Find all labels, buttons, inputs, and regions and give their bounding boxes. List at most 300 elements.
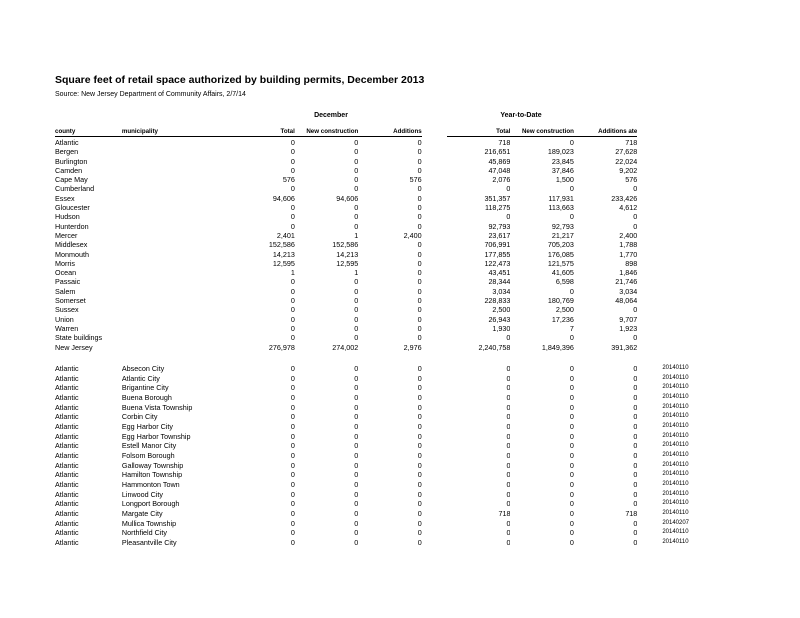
ytd-new-construction-cell: 92,793	[551, 221, 574, 231]
ytd-additions-cell: 391,362	[611, 342, 638, 352]
dec-additions-cell: 0	[417, 383, 422, 393]
county-cell: Atlantic	[55, 489, 79, 499]
date-code-cell: 20140110	[662, 374, 689, 381]
dec-total-cell: 0	[290, 489, 295, 499]
table-row	[55, 231, 695, 240]
county-cell: Atlantic	[55, 431, 79, 441]
dec-total-cell: 0	[290, 165, 295, 175]
table-row	[55, 277, 695, 286]
dec-additions-cell: 2,976	[403, 342, 422, 352]
col-header-county: county	[55, 127, 122, 137]
table-row	[55, 403, 695, 413]
column-gap	[637, 268, 695, 277]
dec-additions-cell: 0	[417, 431, 422, 441]
date-code-cell: 20140110	[662, 471, 689, 478]
table-row	[55, 461, 695, 471]
dec-additions-cell: 0	[417, 156, 422, 166]
column-gap	[422, 461, 447, 471]
dec-additions-cell: 0	[417, 305, 422, 315]
municipality-cell: Egg Harbor Township	[121, 431, 191, 441]
table-row	[55, 509, 695, 519]
dec-new-construction-cell: 0	[354, 412, 359, 422]
county-name-cell: Gloucester	[55, 203, 90, 213]
municipality-cell: Margate City	[121, 508, 163, 518]
table-row	[55, 499, 695, 509]
group-header-year-to-date: Year-to-Date	[500, 112, 542, 119]
column-gap	[637, 212, 695, 221]
dec-new-construction-cell: 0	[354, 286, 359, 296]
dec-total-cell: 0	[290, 392, 295, 402]
column-gap	[422, 403, 447, 413]
table-row	[55, 343, 695, 352]
column-gap	[422, 184, 447, 193]
column-gap	[422, 412, 447, 422]
dec-new-construction-cell: 1	[354, 268, 359, 278]
ytd-additions-cell: 0	[633, 392, 638, 402]
municipality-cell: Egg Harbor City	[121, 421, 174, 431]
column-gap	[422, 364, 447, 374]
ytd-additions-cell: 898	[625, 258, 638, 268]
ytd-total-cell: 228,833	[484, 296, 511, 306]
ytd-new-construction-cell: 37,846	[551, 165, 574, 175]
county-cell: Atlantic	[55, 441, 79, 451]
county-name-cell: Camden	[55, 165, 83, 175]
table-row	[55, 315, 695, 324]
col-header-dec-additions: Additions	[358, 127, 421, 137]
dec-total-cell: 276,978	[268, 342, 295, 352]
dec-additions-cell: 0	[417, 296, 422, 306]
ytd-additions-cell: 0	[633, 489, 638, 499]
date-code-cell: 20140110	[662, 480, 689, 487]
ytd-new-construction-cell: 1,500	[555, 175, 574, 185]
ytd-additions-cell: 0	[633, 431, 638, 441]
ytd-additions-cell: 0	[633, 479, 638, 489]
column-gap	[422, 374, 447, 384]
ytd-additions-cell: 48,064	[615, 296, 638, 306]
col-header-ytd-new-construction: New construction	[510, 127, 573, 137]
county-name-cell: Monmouth	[55, 249, 89, 259]
column-gap	[637, 194, 695, 203]
date-code-cell: 20140110	[662, 413, 689, 420]
dec-new-construction-cell: 0	[354, 333, 359, 343]
dec-additions-cell: 0	[417, 249, 422, 259]
dec-additions-cell: 0	[417, 373, 422, 383]
county-name-cell: Middlesex	[55, 240, 88, 250]
table-row	[55, 538, 695, 548]
municipality-cell: Buena Vista Township	[121, 402, 193, 412]
date-code-cell: 20140110	[662, 509, 689, 516]
dec-total-cell: 0	[290, 528, 295, 538]
dec-new-construction-cell: 0	[354, 508, 359, 518]
col-header-ytd-total: Total	[447, 127, 510, 137]
dec-total-cell: 0	[290, 479, 295, 489]
ytd-total-cell: 0	[506, 212, 511, 222]
ytd-total-cell: 0	[506, 402, 511, 412]
municipality-cell: Hamilton Township	[121, 470, 183, 480]
ytd-new-construction-cell: 117,931	[548, 193, 574, 203]
ytd-additions-cell: 0	[633, 441, 638, 451]
column-gap	[422, 194, 447, 203]
column-gap	[637, 343, 695, 352]
dec-new-construction-cell: 0	[354, 212, 359, 222]
municipality-cell: Mullica Township	[121, 518, 177, 528]
dec-additions-cell: 0	[417, 268, 422, 278]
column-gap	[422, 157, 447, 166]
dec-additions-cell: 0	[417, 441, 422, 451]
municipality-cell: Linwood City	[121, 489, 164, 499]
column-gap	[637, 157, 695, 166]
dec-new-construction-cell: 0	[354, 165, 359, 175]
dec-additions-cell: 0	[417, 402, 422, 412]
ytd-additions-cell: 0	[633, 537, 638, 547]
ytd-new-construction-cell: 113,663	[548, 203, 574, 213]
date-code-cell: 20140110	[662, 403, 689, 410]
dec-total-cell: 0	[290, 314, 295, 324]
dec-new-construction-cell: 0	[354, 175, 359, 185]
dec-additions-cell: 0	[417, 421, 422, 431]
county-cell: Atlantic	[55, 479, 79, 489]
table-row	[55, 480, 695, 490]
ytd-additions-cell: 233,426	[611, 193, 638, 203]
column-gap	[422, 519, 447, 529]
ytd-new-construction-cell: 0	[569, 392, 574, 402]
table-row	[55, 287, 695, 296]
ytd-additions-cell: 3,034	[619, 286, 638, 296]
dec-new-construction-cell: 0	[354, 528, 359, 538]
ytd-new-construction-cell: 176,085	[547, 249, 574, 259]
ytd-new-construction-cell: 189,023	[547, 147, 574, 157]
column-gap	[422, 528, 447, 538]
dec-total-cell: 0	[290, 212, 295, 222]
county-name-cell: Union	[55, 314, 74, 324]
ytd-new-construction-cell: 0	[569, 460, 574, 470]
dec-new-construction-cell: 0	[354, 518, 359, 528]
county-name-cell: Mercer	[55, 230, 78, 240]
ytd-total-cell: 718	[498, 508, 511, 518]
column-gap	[422, 231, 447, 240]
dec-total-cell: 0	[290, 537, 295, 547]
municipality-cell: Atlantic City	[121, 373, 160, 383]
ytd-additions-cell: 0	[633, 421, 638, 431]
column-gap	[422, 222, 447, 231]
ytd-total-cell: 92,793	[488, 221, 511, 231]
column-gap	[637, 324, 695, 333]
municipality-cell: Longport Borough	[121, 499, 180, 509]
dec-total-cell: 0	[290, 383, 295, 393]
county-cell: Atlantic	[55, 537, 79, 547]
ytd-total-cell: 1,930	[492, 323, 511, 333]
municipality-table	[55, 364, 695, 547]
ytd-total-cell: 0	[506, 421, 511, 431]
table-row	[55, 157, 695, 166]
table-row	[55, 203, 695, 212]
dec-new-construction-cell: 0	[354, 460, 359, 470]
dec-total-cell: 0	[290, 277, 295, 287]
dec-additions-cell: 0	[417, 184, 422, 194]
municipality-cell: Pleasantville City	[121, 537, 177, 547]
municipality-cell: Northfield City	[121, 528, 168, 538]
county-name-cell: Passaic	[55, 277, 81, 287]
county-name-cell: Salem	[55, 286, 76, 296]
table-row	[55, 184, 695, 193]
ytd-new-construction-cell: 0	[569, 537, 574, 547]
column-header-table	[55, 127, 695, 137]
ytd-new-construction-cell: 0	[569, 518, 574, 528]
date-code-cell: 20140110	[662, 442, 689, 449]
col-gap	[422, 127, 447, 137]
dec-new-construction-cell: 0	[354, 383, 359, 393]
county-cell: Atlantic	[55, 508, 79, 518]
dec-additions-cell: 2,400	[403, 230, 422, 240]
ytd-new-construction-cell: 1,849,396	[541, 342, 574, 352]
municipality-cell: Estell Manor City	[121, 441, 177, 451]
ytd-additions-cell: 0	[633, 528, 638, 538]
dec-total-cell: 0	[290, 499, 295, 509]
column-gap	[637, 184, 695, 193]
dec-new-construction-cell: 0	[354, 323, 359, 333]
county-name-cell: Bergen	[55, 147, 79, 157]
column-gap	[422, 305, 447, 314]
ytd-total-cell: 0	[506, 450, 511, 460]
column-gap	[637, 296, 695, 305]
ytd-total-cell: 177,855	[484, 249, 511, 259]
dec-total-cell: 0	[290, 138, 295, 147]
ytd-total-cell: 0	[506, 479, 511, 489]
county-name-cell: Somerset	[55, 296, 86, 306]
table-row	[55, 166, 695, 175]
ytd-additions-cell: 576	[625, 175, 638, 185]
ytd-total-cell: 0	[506, 528, 511, 538]
ytd-new-construction-cell: 7	[569, 323, 574, 333]
ytd-additions-cell: 0	[633, 470, 638, 480]
dec-new-construction-cell: 0	[354, 305, 359, 315]
column-gap	[422, 333, 447, 342]
ytd-total-cell: 0	[506, 431, 511, 441]
dec-additions-cell: 0	[417, 412, 422, 422]
ytd-total-cell: 0	[506, 333, 511, 343]
column-gap	[422, 499, 447, 509]
ytd-additions-cell: 0	[633, 450, 638, 460]
dec-total-cell: 0	[290, 221, 295, 231]
dec-total-cell: 0	[290, 460, 295, 470]
dec-new-construction-cell: 274,002	[332, 342, 359, 352]
ytd-total-cell: 0	[506, 412, 511, 422]
dec-additions-cell: 0	[417, 460, 422, 470]
ytd-total-cell: 0	[506, 373, 511, 383]
col-header-municipality: municipality	[122, 127, 232, 137]
ytd-additions-cell: 0	[633, 383, 638, 393]
county-cell: Atlantic	[55, 460, 79, 470]
column-gap	[422, 203, 447, 212]
county-cell: Atlantic	[55, 402, 79, 412]
dec-new-construction-cell: 0	[354, 489, 359, 499]
dec-additions-cell: 0	[417, 392, 422, 402]
dec-additions-cell: 0	[417, 147, 422, 157]
col-gap	[637, 127, 695, 137]
dec-new-construction-cell: 0	[354, 470, 359, 480]
ytd-additions-cell: 0	[633, 460, 638, 470]
ytd-new-construction-cell: 0	[569, 383, 574, 393]
column-gap	[422, 287, 447, 296]
ytd-total-cell: 718	[498, 138, 511, 147]
ytd-new-construction-cell: 0	[569, 479, 574, 489]
dec-additions-cell: 0	[417, 537, 422, 547]
ytd-total-cell: 2,500	[492, 305, 511, 315]
dec-additions-cell: 0	[417, 193, 422, 203]
ytd-new-construction-cell: 0	[569, 508, 574, 518]
dec-additions-cell: 0	[417, 138, 422, 147]
table-row	[55, 324, 695, 333]
ytd-total-cell: 0	[506, 392, 511, 402]
col-header-dec-total: Total	[231, 127, 294, 137]
dec-total-cell: 0	[290, 518, 295, 528]
column-gap	[422, 315, 447, 324]
ytd-new-construction-cell: 0	[569, 499, 574, 509]
ytd-new-construction-cell: 0	[569, 373, 574, 383]
dec-total-cell: 0	[290, 364, 295, 373]
county-cell: Atlantic	[55, 421, 79, 431]
table-row	[55, 175, 695, 184]
ytd-additions-cell: 27,628	[615, 147, 638, 157]
county-cell: Atlantic	[55, 518, 79, 528]
table-row	[55, 364, 695, 374]
ytd-new-construction-cell: 0	[569, 212, 574, 222]
dec-total-cell: 2,401	[276, 230, 295, 240]
dec-new-construction-cell: 0	[354, 392, 359, 402]
municipality-cell: Folsom Borough	[121, 450, 175, 460]
table-row	[55, 519, 695, 529]
dec-new-construction-cell: 0	[354, 296, 359, 306]
county-cell: Atlantic	[55, 383, 79, 393]
table-row	[55, 138, 695, 147]
ytd-new-construction-cell: 121,575	[547, 258, 574, 268]
dec-total-cell: 1	[290, 268, 295, 278]
table-row	[55, 250, 695, 259]
column-gap	[637, 147, 695, 156]
dec-additions-cell: 0	[417, 489, 422, 499]
dec-additions-cell: 0	[417, 323, 422, 333]
column-gap	[422, 470, 447, 480]
table-row	[55, 432, 695, 442]
column-header-row	[55, 127, 695, 137]
table-row	[55, 259, 695, 268]
ytd-new-construction-cell: 705,203	[547, 240, 574, 250]
column-gap	[637, 333, 695, 342]
column-gap	[422, 166, 447, 175]
ytd-total-cell: 0	[506, 441, 511, 451]
municipality-cell: Hammonton Town	[121, 479, 180, 489]
county-name-cell: New Jersey	[55, 342, 93, 352]
ytd-total-cell: 45,869	[488, 156, 511, 166]
dec-total-cell: 12,595	[272, 258, 295, 268]
ytd-new-construction-cell: 0	[569, 333, 574, 343]
dec-new-construction-cell: 0	[354, 221, 359, 231]
county-table	[55, 138, 695, 352]
dec-additions-cell: 0	[417, 203, 422, 213]
ytd-additions-cell: 2,400	[619, 230, 638, 240]
ytd-new-construction-cell: 17,236	[551, 314, 574, 324]
dec-new-construction-cell: 0	[354, 431, 359, 441]
ytd-additions-cell: 0	[633, 373, 638, 383]
dec-total-cell: 0	[290, 373, 295, 383]
county-cell: Atlantic	[55, 392, 79, 402]
dec-total-cell: 0	[290, 184, 295, 194]
ytd-total-cell: 0	[506, 537, 511, 547]
dec-total-cell: 0	[290, 147, 295, 157]
ytd-new-construction-cell: 0	[569, 431, 574, 441]
column-gap	[637, 203, 695, 212]
county-cell: Atlantic	[55, 528, 79, 538]
column-gap	[422, 343, 447, 352]
column-gap	[637, 250, 695, 259]
dec-additions-cell: 0	[417, 479, 422, 489]
table-row	[55, 441, 695, 451]
date-code-cell: 20140110	[662, 451, 689, 458]
table-row	[55, 268, 695, 277]
dec-total-cell: 0	[290, 323, 295, 333]
dec-new-construction-cell: 0	[354, 147, 359, 157]
ytd-additions-cell: 22,024	[615, 156, 638, 166]
column-gap	[422, 240, 447, 249]
ytd-total-cell: 0	[506, 364, 511, 373]
dec-total-cell: 0	[290, 305, 295, 315]
table-row	[55, 194, 695, 203]
column-gap	[422, 441, 447, 451]
ytd-total-cell: 0	[506, 383, 511, 393]
dec-total-cell: 0	[290, 450, 295, 460]
column-gap	[422, 538, 447, 548]
ytd-new-construction-cell: 2,500	[555, 305, 574, 315]
ytd-additions-cell: 0	[633, 333, 638, 343]
dec-total-cell: 14,213	[272, 249, 295, 259]
column-gap	[422, 175, 447, 184]
county-cell: Atlantic	[55, 364, 79, 373]
ytd-additions-cell: 0	[633, 402, 638, 412]
ytd-additions-cell: 21,746	[615, 277, 638, 287]
column-gap	[637, 231, 695, 240]
ytd-new-construction-cell: 0	[569, 470, 574, 480]
county-name-cell: Warren	[55, 323, 79, 333]
county-name-cell: Hunterdon	[55, 221, 89, 231]
ytd-total-cell: 351,357	[484, 193, 511, 203]
ytd-new-construction-cell: 6,598	[555, 277, 574, 287]
dec-new-construction-cell: 0	[354, 479, 359, 489]
municipality-cell: Absecon City	[121, 364, 165, 373]
ytd-total-cell: 0	[506, 460, 511, 470]
dec-total-cell: 0	[290, 333, 295, 343]
dec-additions-cell: 0	[417, 450, 422, 460]
county-name-cell: Hudson	[55, 212, 80, 222]
column-gap	[422, 509, 447, 519]
table-row	[55, 490, 695, 500]
dec-total-cell: 0	[290, 431, 295, 441]
ytd-new-construction-cell: 21,217	[551, 230, 574, 240]
ytd-total-cell: 47,048	[488, 165, 511, 175]
column-gap	[637, 175, 695, 184]
dec-new-construction-cell: 0	[354, 421, 359, 431]
dec-additions-cell: 0	[417, 212, 422, 222]
dec-total-cell: 0	[290, 203, 295, 213]
column-gap	[422, 451, 447, 461]
county-name-cell: Morris	[55, 258, 75, 268]
date-code-cell: 20140110	[662, 432, 689, 439]
dec-additions-cell: 0	[417, 470, 422, 480]
dec-total-cell: 0	[290, 296, 295, 306]
column-gap	[637, 222, 695, 231]
ytd-new-construction-cell: 0	[569, 489, 574, 499]
ytd-additions-cell: 1,846	[619, 268, 638, 278]
ytd-additions-cell: 1,788	[619, 240, 638, 250]
